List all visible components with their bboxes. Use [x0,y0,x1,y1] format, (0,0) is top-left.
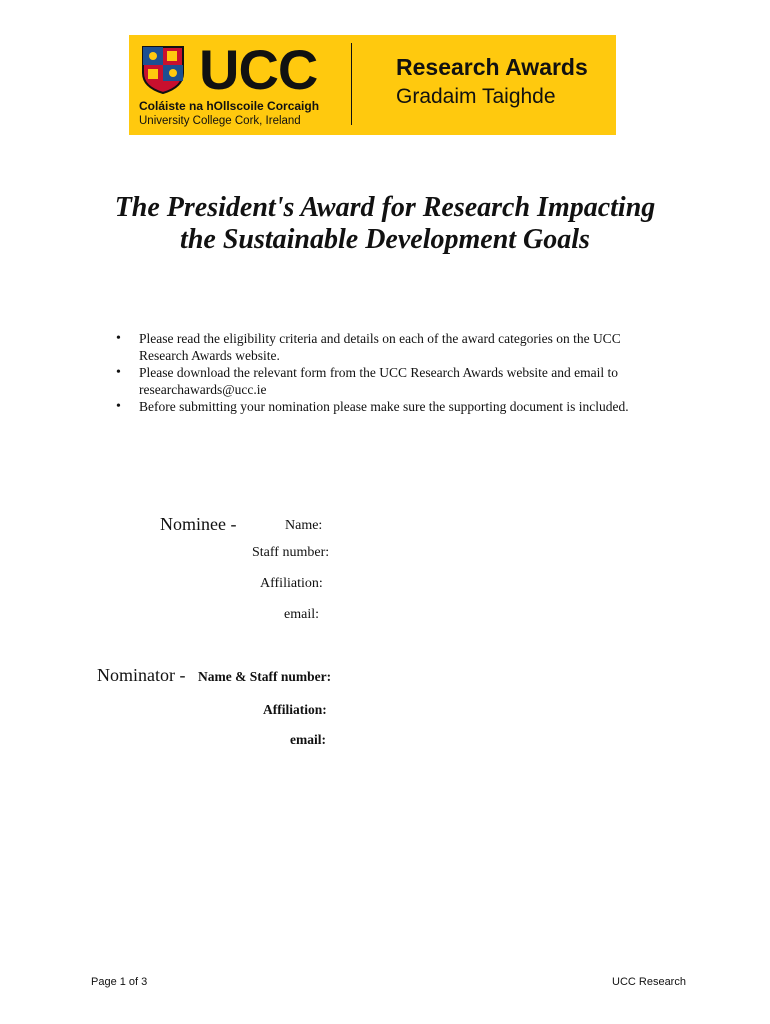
list-item: • Please download the relevant form from the UCC Research Awards website and email to researchawards@ucc.ie [110,364,650,398]
footer-org: UCC Research [612,976,686,988]
ucc-research-awards-banner [129,35,616,135]
nominee-affiliation-label: Affiliation: [260,576,323,591]
ucc-irish-name: Coláiste na hOllscoile Corcaigh [139,99,320,113]
nominator-heading: Nominator - [97,665,186,685]
instructions-list [110,330,650,415]
ucc-crest-icon [139,43,187,95]
nominee-staff-number-label: Staff number: [252,545,330,560]
ucc-english-name: University College Cork, Ireland [139,115,301,127]
list-item: • Please read the eligibility criteria and details on each of the award categories on the UCC Research Awards website. [110,330,650,364]
nominee-name-label: Name: [285,518,323,533]
ucc-wordmark: UCC [199,38,318,101]
research-awards-title: Research Awards [396,54,588,80]
nominee-heading: Nominee - [160,514,237,534]
research-awards-irish: Gradaim Taighde [396,85,556,108]
page-title [80,192,690,256]
title-line-2: the Sustainable Development Goals [180,224,590,255]
title-line-1: The President's Award for Research Impacting [114,192,656,223]
nominator-name-staff-label: Name & Staff number: [198,669,332,684]
nominator-email-label: email: [290,732,326,747]
nominee-email-label: email: [284,607,319,622]
banner-divider [351,43,352,125]
page-number: Page 1 of 3 [91,976,148,988]
list-item: • Before submitting your nomination please make sure the supporting document is included. [110,398,650,415]
nominator-affiliation-label: Affiliation: [263,702,327,717]
